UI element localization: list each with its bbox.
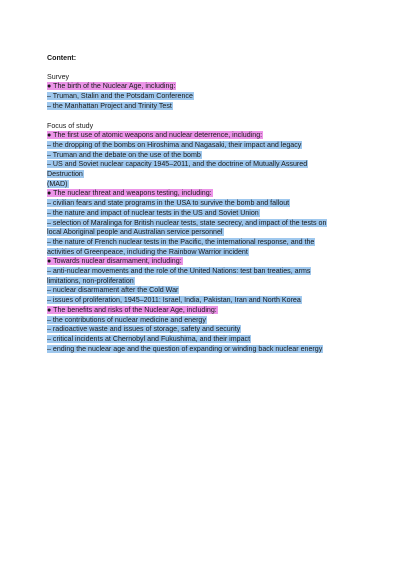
highlighted-topic-text: ● The first use of atomic weapons and nuclear deterrence, including: <box>47 131 263 140</box>
highlighted-item-text: limitations, non-proliferation <box>47 276 134 285</box>
topic-item-line <box>47 248 352 258</box>
highlighted-item-text: – anti-nuclear movements and the role of the United Nations: test ban treaties, arms <box>47 267 311 276</box>
highlighted-topic-text: ● Towards nuclear disarmament, including: <box>47 257 182 266</box>
survey-list <box>47 82 352 111</box>
topic-heading-line <box>47 257 352 267</box>
highlighted-item-text: Destruction <box>47 170 83 179</box>
topic-item-line <box>47 325 352 335</box>
topic-item-line <box>47 180 352 190</box>
highlighted-item-text: – the nature and impact of nuclear tests in the US and Soviet Union <box>47 208 259 217</box>
highlighted-item-text: – the Manhattan Project and Trinity Test <box>47 101 172 110</box>
highlighted-item-text: – Truman, Stalin and the Potsdam Conference <box>47 92 193 101</box>
highlighted-item-text: – issues of proliferation, 1945–2011: Israel, India, Pakistan, Iran and North Korea <box>47 296 301 305</box>
topic-item-line <box>47 345 352 355</box>
topic-item-line <box>47 228 352 238</box>
topic-item-line <box>47 335 352 345</box>
highlighted-item-text: – the dropping of the bombs on Hiroshima and Nagasaki, their impact and legacy <box>47 140 302 149</box>
topic-item-line <box>47 92 352 102</box>
topic-item-line <box>47 286 352 296</box>
topic-item-line <box>47 170 352 180</box>
survey-label: Survey <box>47 72 70 81</box>
highlighted-item-text: – Truman and the debate on the use of the bomb <box>47 150 201 159</box>
highlighted-topic-text: ● The birth of the Nuclear Age, including: <box>47 82 176 91</box>
topic-item-line <box>47 219 352 229</box>
topic-heading-line <box>47 189 352 199</box>
topic-item-line <box>47 238 352 248</box>
highlighted-item-text: (MAD) <box>47 179 68 188</box>
content-heading: Content: <box>47 54 77 62</box>
highlighted-item-text: – civilian fears and state programs in the USA to survive the bomb and fallout <box>47 199 290 208</box>
topic-item-line <box>47 209 352 219</box>
document-page <box>47 54 352 354</box>
topic-item-line <box>47 316 352 326</box>
highlighted-item-text: – nuclear disarmament after the Cold War <box>47 286 179 295</box>
topic-heading-line <box>47 131 352 141</box>
topic-item-line <box>47 277 352 287</box>
topic-item-line <box>47 199 352 209</box>
focus-label: Focus of study <box>47 121 94 130</box>
highlighted-item-text: local Aboriginal people and Australian service personnel <box>47 228 223 237</box>
topic-item-line <box>47 160 352 170</box>
topic-heading-line <box>47 306 352 316</box>
topic-heading-line <box>47 82 352 92</box>
highlighted-item-text: – critical incidents at Chernobyl and Fukushima, and their impact <box>47 334 251 343</box>
highlighted-item-text: – US and Soviet nuclear capacity 1945–2011, and the doctrine of Mutually Assured <box>47 160 308 169</box>
topic-item-line <box>47 141 352 151</box>
topic-item-line <box>47 151 352 161</box>
focus-list <box>47 131 352 354</box>
topic-item-line <box>47 296 352 306</box>
highlighted-item-text: – radioactive waste and issues of storage, safety and security <box>47 325 241 334</box>
topic-item-line <box>47 102 352 112</box>
highlighted-topic-text: ● The nuclear threat and weapons testing, including: <box>47 189 212 198</box>
highlighted-topic-text: ● The benefits and risks of the Nuclear Age, including: <box>47 305 217 314</box>
highlighted-item-text: activities of Greenpeace, including the Rainbow Warrior incident <box>47 247 248 256</box>
highlighted-item-text: – the nature of French nuclear tests in the Pacific, the international response, and the <box>47 237 315 246</box>
topic-item-line <box>47 267 352 277</box>
highlighted-item-text: – ending the nuclear age and the question of expanding or winding back nuclear energy <box>47 344 323 353</box>
highlighted-item-text: – selection of Maralinga for British nuclear tests, state secrecy, and impact of the tests on <box>47 218 327 227</box>
highlighted-item-text: – the contributions of nuclear medicine and energy <box>47 315 206 324</box>
